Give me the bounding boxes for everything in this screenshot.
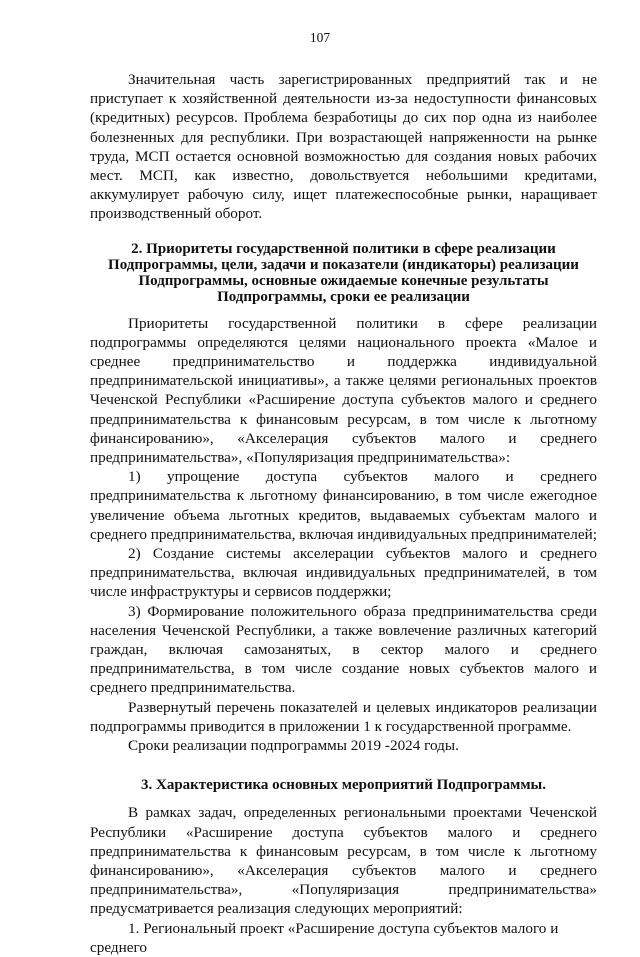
paragraph: Значительная часть зарегистрированных предприятий так и не приступает к хозяйственной деятельности из-за недоступности финансовых (кредитных) ресурсов. Проблема безработицы до сих пор одна из наиболее болезненных для республики. При возрастающей напряженности на рынке труда, МСП остается основной возможностью для создания новых рабочих мест. МСП, как известно, довольствуется небольшими кредитами, аккумулирует рабочую силу, ищет платежеспособные рынки, наращивает производственный оборот. (90, 71, 597, 223)
paragraph: В рамках задач, определенных региональными проектами Чеченской Республики «Расширение доступа субъектов малого и среднего предпринимательства к финансовым ресурсам, в том числе к льготному финансированию», «Акселерация субъектов малого и среднего предпринимательства», «Популяризация предпринимательства» предусматривается реализация следующих мероприятий: (90, 804, 597, 918)
paragraph: Сроки реализации подпрограммы 2019 -2024 годы. (128, 737, 459, 755)
list-item: 2) Создание системы акселерации субъектов малого и среднего предпринимательства, включая индивидуальных предпринимателей, в том числе инфраструктуры и сервисов поддержки; (90, 545, 597, 601)
paragraph: Развернутый перечень показателей и целевых индикаторов реализации подпрограммы приводится в приложении 1 к государственной программе. (90, 698, 597, 735)
document-body (90, 70, 597, 957)
list-item: 1) упрощение доступа субъектов малого и среднего предпринимательства к льготному финансированию, в том числе ежегодное увеличение объема льготных кредитов, выдаваемых субъектам малого и среднего предпринимательства, включая индивидуальных предпринимателей; (90, 468, 597, 543)
list-item: 1. Региональный проект «Расширение доступа субъектов малого и среднего (90, 919, 559, 956)
section-heading-priorities: 2. Приоритеты государственной политики в сфере реализации Подпрограммы, цели, задачи и показатели (индикаторы) реализации Подпрограммы, основные ожидаемые конечные результаты Подпрограммы, сроки ее реализации (108, 240, 579, 305)
page-number: 107 (309, 30, 331, 45)
paragraph: Приоритеты государственной политики в сфере реализации подпрограммы определяются целями национального проекта «Малое и среднее предпринимательство и поддержка индивидуальной предпринимательской инициативы», а также целями региональных проектов Чеченской Республики «Расширение доступа субъектов малого и среднего предпринимательства к финансовым ресурсам, в том числе к льготному финансированию», «Акселерация субъектов малого и среднего предпринимательства», «Популяризация предпринимательства»: (90, 314, 597, 467)
section-heading-activities: 3. Характеристика основных мероприятий Подпрограммы. (140, 777, 546, 794)
list-item: 3) Формирование положительного образа предпринимательства среди населения Чеченской Республики, а также вовлечение различных категорий граждан, включая самозанятых, в сектор малого и среднего предпринимательства, в том числе создание новых субъектов малого и среднего предпринимательства. (90, 602, 597, 697)
